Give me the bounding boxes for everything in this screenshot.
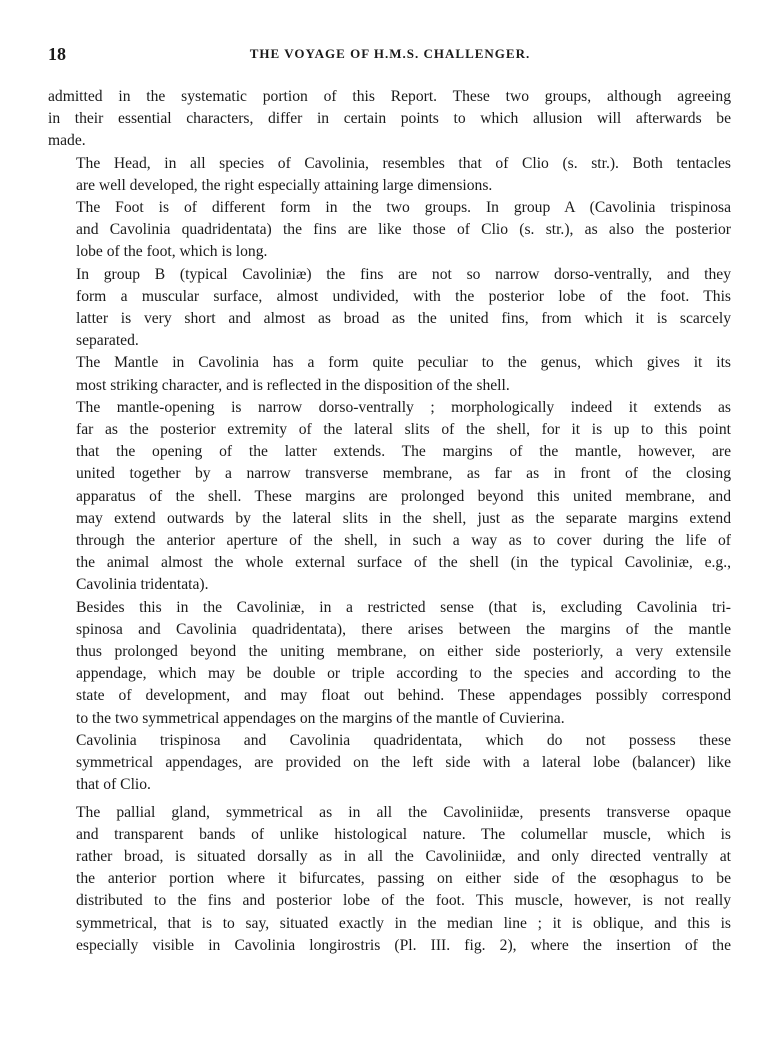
paragraph (48, 397, 731, 597)
paragraph (48, 197, 731, 264)
text-line: Cavolinia trispinosa and Cavolinia quadridentata, which do not possess these (76, 731, 731, 749)
text-line: through the anterior aperture of the shell, in such a way as to cover during the life of (76, 532, 731, 550)
text-line: especially visible in Cavolinia longirostris (Pl. III. fig. 2), where the insertion of the (76, 936, 731, 954)
text-line: The Head, in all species of Cavolinia, resembles that of Clio (s. str.). Both tentacles (76, 154, 731, 172)
text-line: the anterior portion where it bifurcates, passing on either side of the œsophagus to be (76, 870, 731, 888)
text-line: The pallial gland, symmetrical as in all the Cavoliniidæ, presents transverse opaque (76, 803, 731, 821)
text-line: that of Clio. (76, 776, 151, 794)
paragraph (48, 597, 731, 730)
text-line: Besides this in the Cavoliniæ, in a restricted sense (that is, excluding Cavolinia tri- (76, 598, 731, 616)
text-line: in their essential characters, differ in certain points to which allusion will afterwards be (48, 110, 731, 128)
text-line: united together by a narrow transverse membrane, as far as in front of the closing (76, 465, 731, 483)
text-line: In group B (typical Cavoliniæ) the fins are not so narrow dorso-ventrally, and they (76, 265, 731, 283)
paragraph (48, 86, 731, 153)
paragraph (48, 153, 731, 197)
text-line: thus prolonged beyond the uniting membrane, on either side posteriorly, a very extensile (76, 643, 731, 661)
text-line: rather broad, is situated dorsally as in all the Cavoliniidæ, and only directed ventrally at (76, 847, 731, 865)
text-line: distributed to the fins and posterior lobe of the foot. This muscle, however, is not really (76, 892, 731, 910)
text-line: Cavolinia tridentata). (76, 576, 209, 594)
text-line: may extend outwards by the lateral slits in the shell, just as the separate margins extend (76, 509, 731, 527)
text-line: admitted in the systematic portion of this Report. These two groups, although agreeing (48, 88, 731, 105)
text-line: apparatus of the shell. These margins are prolonged beyond this united membrane, and (76, 487, 731, 505)
text-line: The Foot is of different form in the two groups. In group A (Cavolinia trispinosa (76, 199, 731, 217)
paragraph (48, 352, 731, 396)
body-text (48, 86, 731, 957)
text-line: state of development, and may float out behind. These appendages possibly correspond (76, 687, 731, 705)
text-line: latter is very short and almost as broad as the united fins, from which it is scarcely (76, 310, 731, 328)
text-line: spinosa and Cavolinia quadridentata), there arises between the margins of the mantle (76, 620, 731, 638)
text-line: that the opening of the latter extends. The margins of the mantle, however, are (76, 443, 731, 461)
text-line: and transparent bands of unlike histological nature. The columellar muscle, which is (76, 825, 731, 843)
paragraph (48, 264, 731, 353)
text-line: the animal almost the whole external surface of the shell (in the typical Cavoliniæ, e.g., (76, 554, 731, 572)
text-line: form a muscular surface, almost undivided, with the posterior lobe of the foot. This (76, 287, 731, 305)
text-line: separated. (76, 332, 139, 350)
text-line: The Mantle in Cavolinia has a form quite peculiar to the genus, which gives it its (76, 354, 731, 372)
paragraph (48, 730, 731, 797)
text-line: symmetrical, that is to say, situated exactly in the median line ; it is oblique, and this is (76, 914, 731, 932)
text-line: lobe of the foot, which is long. (76, 243, 268, 261)
running-title: THE VOYAGE OF H.M.S. CHALLENGER. (249, 46, 531, 61)
text-line: most striking character, and is reflected in the disposition of the shell. (76, 376, 510, 394)
text-line: far as the posterior extremity of the lateral slits of the shell, for it is up to this point (76, 421, 731, 439)
paragraph (48, 802, 731, 957)
text-line: appendage, which may be double or triple according to the species and according to the (76, 665, 731, 683)
text-line: symmetrical appendages, are provided on the left side with a lateral lobe (balancer) like (76, 754, 731, 772)
page-header (48, 44, 732, 68)
text-line: are well developed, the right especially attaining large dimensions. (76, 176, 493, 194)
text-line: and Cavolinia quadridentata) the fins are like those of Clio (s. str.), as also the posterior (76, 221, 731, 239)
text-line: to the two symmetrical appendages on the margins of the mantle of Cuvierina. (76, 709, 565, 727)
text-line: made. (48, 132, 86, 150)
text-line: The mantle-opening is narrow dorso-ventrally ; morphologically indeed it extends as (76, 398, 731, 416)
page-number: 18 (48, 44, 66, 64)
